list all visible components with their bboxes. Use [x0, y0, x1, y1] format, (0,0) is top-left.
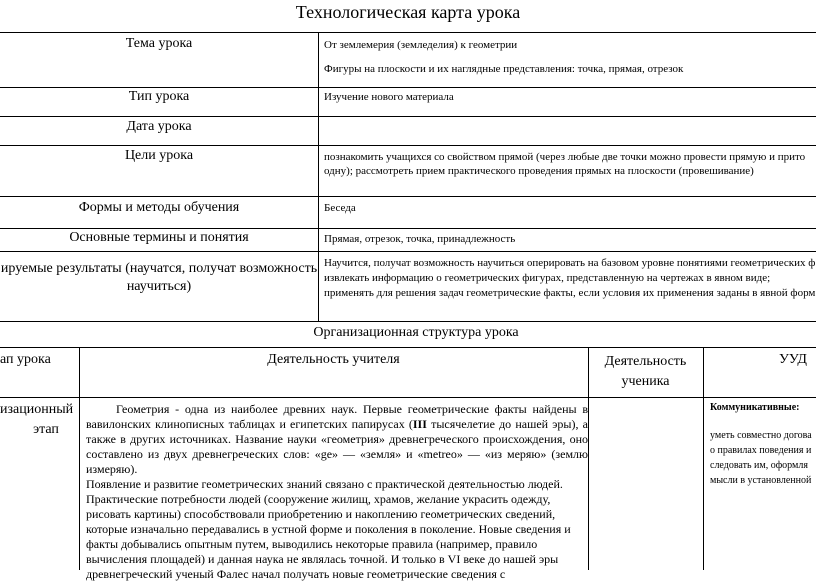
header-uud: УУД [779, 352, 807, 367]
header-student-activity: Деятельность ученика [604, 354, 687, 389]
goals-line-2: одну); рассмотреть прием практического проведения прямых на плоскости (провешивание) [324, 165, 754, 177]
goals-line-1: познакомить учащихся со свойством прямой (через любые две точки можно провести прямую и прито [324, 151, 806, 163]
results-line-3: применять для решения задач геометрические факты, если условия их применения заданы в явной форм [324, 287, 816, 299]
methods-value: Беседа [324, 202, 356, 214]
page-title: Технологическая карта урока [295, 2, 521, 22]
row-divider [0, 321, 816, 322]
table-border [0, 347, 816, 348]
row-label-type: Тип урока [128, 89, 190, 104]
row-divider [0, 145, 816, 146]
row-divider [0, 228, 816, 229]
terms-value: Прямая, отрезок, точка, принадлежность [324, 233, 516, 245]
row-divider [0, 397, 816, 398]
table-border [0, 32, 816, 33]
header-stage: ап урока [0, 352, 51, 367]
topic-line-2: Фигуры на плоскости и их наглядные представления: точка, прямая, отрезок [324, 63, 684, 75]
teacher-activity-text: Геометрия - одна из наиболее древних наук. Первые геометрические факты найдены в вавилонских клинописных таблицах и египетских папирусах (III тысячелетие до нашей эры), а также в других источниках. Название науки «геометрия» древнегреческого происхождения, оно составлено из двух древнегреческих слов: «ge» — «земля» и «metreo» — «из меряю» (землю измеряю). Появление и развитие геометрических знаний связано с практической деятельностью людей. Практические потребности людей (сооружение жилищ, храмов, желание украсить одежду, рисовать картины) способствовали приобретению и накоплению геометрических сведений, которые изначально передавались в устной форме и поколения в поколение. Новые сведения и факты добывались опытным путем, выводились некоторые правила (например, правило вычисления площадей) и данная наука не являлась точной. И только в VI веке до нашей эры древнегреческий ученый Фалес начал получать новые геометрические сведения с [86, 402, 588, 581]
results-line-1: Научится, получат возможность научиться оперировать на базовом уровне понятиями геометрических ф [324, 257, 816, 269]
stage-organizational: изационный этап [0, 402, 74, 437]
uud-communicative: Коммуникативные: уметь совместно догова о правилах поведения и следовать им, оформля мысли в установленной [710, 402, 812, 486]
column-divider [79, 347, 80, 570]
row-label-terms: Основные термины и понятия [69, 230, 249, 245]
lesson-type-value: Изучение нового материала [324, 91, 454, 103]
org-structure-title: Организационная структура урока [313, 325, 519, 340]
row-label-results: ируемые результаты (научатся, получат возможность научиться) [0, 261, 318, 294]
row-label-date: Дата урока [126, 119, 192, 134]
column-divider [318, 32, 319, 322]
row-label-topic: Тема урока [125, 36, 193, 51]
row-divider [0, 196, 816, 197]
row-divider [0, 87, 816, 88]
row-divider [0, 251, 816, 252]
header-teacher-activity: Деятельность учителя [267, 352, 400, 367]
row-label-goals: Цели урока [124, 148, 194, 163]
row-label-methods: Формы и методы обучения [78, 200, 240, 215]
column-divider [703, 347, 704, 570]
row-divider [0, 116, 816, 117]
topic-line-1: От землемерия (земледелия) к геометрии [324, 39, 518, 51]
results-line-2: извлекать информацию о геометрических фигурах, представленную на чертежах в явном виде; [324, 272, 771, 284]
